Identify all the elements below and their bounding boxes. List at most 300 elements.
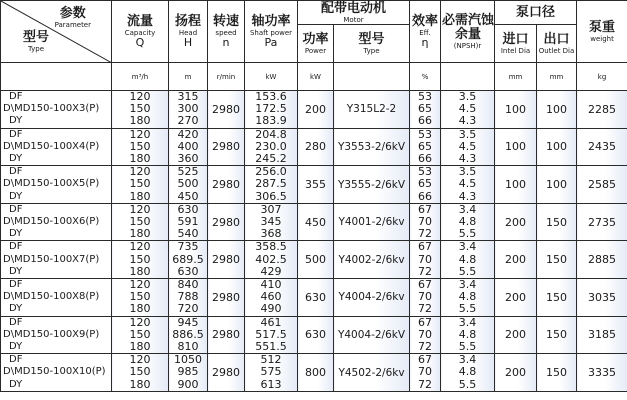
npsh-value: 3.4 [458, 278, 477, 292]
shaft-value: 460 [260, 290, 282, 304]
table-row [1, 203, 627, 241]
npsh-value: 3.5 [458, 128, 477, 141]
type-value: DF [9, 354, 23, 366]
npsh-value: 3.4 [458, 203, 477, 216]
shaft-value: 512 [260, 353, 282, 367]
shaft-label-en: Shaft power [249, 28, 293, 37]
power-label-en: Power [304, 46, 327, 55]
npsh-value: 4.8 [458, 290, 477, 304]
type-value: DY [9, 303, 23, 315]
head-value: 525 [177, 165, 199, 179]
speed-cell: 2980 [208, 203, 245, 241]
shaft-cell [245, 316, 298, 354]
eff-value: 53 [418, 128, 433, 141]
speed-cell: 2980 [208, 316, 245, 354]
speed-cell: 2980 [208, 279, 245, 317]
inlet-cell: 200 [495, 241, 537, 279]
npsh-value: 5.5 [458, 227, 477, 241]
head-value: 400 [177, 139, 199, 153]
unit-npsh [441, 63, 495, 91]
head-value: 270 [177, 114, 199, 128]
npsh-value: 4.8 [458, 327, 477, 341]
type-value: DF [9, 203, 23, 215]
unit-speed: r/min [208, 63, 245, 91]
type-value: DY [9, 190, 23, 202]
type-value: D\MD150-100X3(P) [3, 103, 100, 115]
eff-value: 72 [418, 340, 433, 354]
shaft-cell [245, 203, 298, 241]
head-value: 810 [177, 340, 199, 354]
npsh-value: 4.8 [458, 365, 477, 379]
units-type-cell [1, 63, 112, 91]
flow-cell [112, 241, 169, 279]
npsh-cell [441, 354, 495, 392]
eff-value: 72 [418, 264, 433, 278]
speed-cell: 2980 [208, 166, 245, 204]
outlet-cell: 150 [537, 354, 577, 392]
head-value: 840 [177, 278, 199, 292]
shaft-value: 345 [260, 215, 282, 229]
shaft-value: 551.5 [255, 340, 287, 354]
flow-value: 180 [129, 377, 151, 391]
parameter-label: 参数 [59, 6, 86, 21]
flow-value: 120 [129, 90, 151, 103]
flow-value: 180 [129, 340, 151, 354]
eff-label: 效率 [412, 13, 439, 29]
motor-cell: Y4502-2/6kv [334, 354, 410, 392]
eff-cell [410, 354, 441, 392]
eff-value: 67 [418, 316, 433, 329]
eff-value: 67 [418, 240, 433, 254]
eff-value: 70 [418, 327, 433, 341]
eff-value: 65 [418, 177, 433, 191]
type-value: D\MD150-100X6(P) [3, 216, 100, 228]
unit-flow: m³/h [112, 63, 169, 91]
shaft-cell [245, 354, 298, 392]
flow-cell [112, 316, 169, 354]
npsh-cell [441, 203, 495, 241]
type-value: DY [9, 115, 23, 127]
flow-cell [112, 279, 169, 317]
type-label-en: Type [27, 45, 45, 53]
inlet-cell: 200 [495, 203, 537, 241]
head-value: 300 [177, 102, 199, 116]
flow-value: 120 [129, 240, 151, 254]
head-cell [169, 203, 208, 241]
type-label: 型号 [23, 30, 50, 45]
unit-head: m [169, 63, 208, 91]
npsh-cell [441, 241, 495, 279]
motor-type-label: 型号 [358, 31, 385, 47]
shaft-cell [245, 241, 298, 279]
unit-outlet: mm [537, 63, 577, 91]
head-cell [169, 241, 208, 279]
head-value: 886.5 [172, 327, 204, 341]
head-value: 500 [177, 177, 199, 191]
motor-label-en: Motor [343, 15, 364, 24]
npsh-value: 5.5 [458, 264, 477, 278]
eff-value: 53 [418, 90, 433, 103]
weight-cell: 3335 [577, 354, 627, 392]
head-cell [169, 166, 208, 204]
units-row [1, 63, 627, 91]
type-value: D\MD150-100X5(P) [3, 178, 100, 190]
speed-label: 转速 [212, 13, 239, 29]
weight-cell: 2435 [577, 128, 627, 166]
eff-value: 70 [418, 252, 433, 266]
type-cell [1, 203, 112, 241]
inlet-cell: 100 [495, 166, 537, 204]
unit-weight: kg [577, 63, 627, 91]
shaft-cell [245, 166, 298, 204]
head-header [169, 1, 208, 63]
eff-value: 70 [418, 365, 433, 379]
head-value: 945 [177, 316, 199, 329]
eff-symbol: η [421, 35, 429, 49]
flow-value: 180 [129, 302, 151, 316]
eff-value: 66 [418, 114, 433, 128]
flow-value: 180 [129, 114, 151, 128]
unit-eff: % [410, 63, 441, 91]
flow-label: 流量 [126, 13, 153, 29]
weight-label: 泵重 [589, 19, 616, 35]
power-cell: 630 [298, 279, 334, 317]
flow-cell [112, 203, 169, 241]
eff-value: 67 [418, 353, 433, 367]
type-value: D\MD150-100X10(P) [3, 366, 106, 378]
dia-label: 泵口径 [516, 4, 556, 20]
inlet-cell: 200 [495, 354, 537, 392]
head-value: 900 [177, 377, 199, 391]
head-cell [169, 354, 208, 392]
eff-cell [410, 316, 441, 354]
shaft-value: 368 [260, 227, 282, 241]
outlet-cell: 150 [537, 241, 577, 279]
flow-value: 120 [129, 278, 151, 292]
weight-cell: 2735 [577, 203, 627, 241]
type-value: DY [9, 228, 23, 240]
npsh-value: 3.4 [458, 240, 477, 254]
speed-cell: 2980 [208, 91, 245, 129]
table-row [1, 91, 627, 129]
head-label: 扬程 [174, 13, 201, 29]
type-value: DF [9, 91, 23, 102]
motor-cell: Y4004-2/6kv [334, 279, 410, 317]
speed-cell: 2980 [208, 241, 245, 279]
shaft-value: 183.9 [255, 114, 287, 128]
shaft-value: 410 [260, 278, 282, 292]
head-value: 985 [177, 365, 199, 379]
npsh-value: 5.5 [458, 377, 477, 391]
head-value: 360 [177, 152, 199, 166]
flow-cell [112, 166, 169, 204]
flow-value: 120 [129, 203, 151, 216]
inlet-header [495, 25, 537, 63]
type-value: D\MD150-100X8(P) [3, 291, 100, 303]
npsh-label: 必需汽蚀余量 [442, 12, 495, 42]
eff-value: 70 [418, 290, 433, 304]
head-value: 540 [177, 227, 199, 241]
weight-label-en: weight [590, 34, 614, 43]
eff-value: 65 [418, 102, 433, 116]
shaft-value: 402.5 [255, 252, 287, 266]
shaft-value: 358.5 [255, 240, 287, 254]
power-cell: 355 [298, 166, 334, 204]
shaft-value: 613 [260, 377, 282, 391]
flow-value: 120 [129, 165, 151, 179]
table-row [1, 241, 627, 279]
motor-label: 配带电动机 [321, 0, 387, 16]
shaft-value: 287.5 [255, 177, 287, 191]
npsh-value: 4.3 [458, 189, 477, 203]
eff-header [410, 1, 441, 63]
speed-header [208, 1, 245, 63]
npsh-value: 4.8 [458, 252, 477, 266]
type-value: DY [9, 341, 23, 353]
speed-cell: 2980 [208, 128, 245, 166]
flow-value: 150 [129, 290, 151, 304]
head-value: 630 [177, 203, 199, 216]
eff-value: 72 [418, 227, 433, 241]
flow-value: 180 [129, 264, 151, 278]
npsh-cell [441, 166, 495, 204]
table-row [1, 166, 627, 204]
npsh-cell [441, 128, 495, 166]
npsh-value: 4.5 [458, 139, 477, 153]
eff-value: 65 [418, 139, 433, 153]
shaft-cell [245, 279, 298, 317]
outlet-header [537, 25, 577, 63]
shaft-symbol: Pa [264, 35, 278, 49]
type-value: D\MD150-100X7(P) [3, 253, 100, 265]
shaft-value: 204.8 [255, 128, 287, 141]
motor-header [298, 1, 410, 25]
npsh-cell [441, 316, 495, 354]
eff-value: 67 [418, 278, 433, 292]
unit-inlet: mm [495, 63, 537, 91]
npsh-value: 4.8 [458, 215, 477, 229]
head-cell [169, 279, 208, 317]
type-value: DF [9, 241, 23, 253]
shaft-value: 575 [260, 365, 282, 379]
power-cell: 200 [298, 91, 334, 129]
flow-value: 150 [129, 102, 151, 116]
power-label: 功率 [302, 31, 329, 47]
npsh-value: 5.5 [458, 340, 477, 354]
flow-value: 120 [129, 353, 151, 367]
inlet-cell: 200 [495, 316, 537, 354]
npsh-label-en: (NPSH)r [453, 41, 482, 50]
speed-cell: 2980 [208, 354, 245, 392]
type-cell [1, 279, 112, 317]
head-symbol: H [183, 35, 193, 49]
type-value: DF [9, 316, 23, 328]
type-cell [1, 128, 112, 166]
eff-cell [410, 203, 441, 241]
unit-power: kW [298, 63, 334, 91]
flow-value: 180 [129, 227, 151, 241]
head-value: 735 [177, 240, 199, 254]
eff-cell [410, 166, 441, 204]
weight-header [577, 1, 627, 63]
outlet-cell: 100 [537, 166, 577, 204]
flow-label-en: Capacity [124, 28, 156, 37]
flow-value: 150 [129, 327, 151, 341]
speed-label-en: speed [215, 28, 237, 37]
flow-value: 150 [129, 252, 151, 266]
motor-cell: Y4002-2/6kv [334, 241, 410, 279]
npsh-value: 3.5 [458, 165, 477, 179]
shaft-value: 153.6 [255, 90, 287, 103]
shaft-value: 256.0 [255, 165, 287, 179]
eff-value: 66 [418, 189, 433, 203]
outlet-cell: 100 [537, 91, 577, 129]
head-cell [169, 316, 208, 354]
head-value: 1050 [174, 353, 202, 367]
eff-value: 70 [418, 215, 433, 229]
head-value: 591 [177, 215, 199, 229]
flow-value: 120 [129, 316, 151, 329]
flow-value: 150 [129, 215, 151, 229]
shaft-value: 307 [260, 203, 282, 216]
motor-cell: Y315L2-2 [334, 91, 410, 129]
motor-type-label-en: Type [363, 46, 380, 55]
head-value: 450 [177, 189, 199, 203]
table-row [1, 354, 627, 392]
power-cell: 800 [298, 354, 334, 392]
type-value: DY [9, 153, 23, 165]
speed-symbol: n [222, 35, 230, 49]
inlet-cell: 200 [495, 279, 537, 317]
eff-cell [410, 91, 441, 129]
shaft-value: 172.5 [255, 102, 287, 116]
shaft-value: 517.5 [255, 327, 287, 341]
dia-header [495, 1, 577, 25]
npsh-value: 4.5 [458, 102, 477, 116]
flow-symbol: Q [135, 35, 145, 49]
head-value: 420 [177, 128, 199, 141]
head-value: 689.5 [172, 252, 204, 266]
motor-cell: Y4004-2/6kV [334, 316, 410, 354]
outlet-cell: 150 [537, 316, 577, 354]
flow-value: 150 [129, 139, 151, 153]
outlet-cell: 150 [537, 279, 577, 317]
npsh-value: 3.4 [458, 316, 477, 329]
type-value: DF [9, 279, 23, 291]
type-cell [1, 91, 112, 129]
outlet-cell: 150 [537, 203, 577, 241]
eff-value: 72 [418, 302, 433, 316]
inlet-label-en: Intel Dia [500, 46, 531, 55]
type-value: D\MD150-100X4(P) [3, 140, 100, 152]
head-value: 720 [177, 302, 199, 316]
power-cell: 630 [298, 316, 334, 354]
type-value: DY [9, 378, 23, 390]
npsh-cell [441, 279, 495, 317]
inlet-label: 进口 [502, 31, 529, 47]
weight-cell: 3035 [577, 279, 627, 317]
head-value: 630 [177, 264, 199, 278]
weight-cell: 3185 [577, 316, 627, 354]
weight-cell: 2885 [577, 241, 627, 279]
eff-cell [410, 128, 441, 166]
npsh-value: 4.3 [458, 152, 477, 166]
eff-cell [410, 279, 441, 317]
npsh-header [441, 1, 495, 63]
type-value: DF [9, 166, 23, 178]
head-cell [169, 128, 208, 166]
flow-header [112, 1, 169, 63]
weight-cell: 2585 [577, 166, 627, 204]
flow-cell [112, 354, 169, 392]
type-cell [1, 316, 112, 354]
shaft-label: 轴功率 [251, 13, 291, 29]
eff-value: 72 [418, 377, 433, 391]
power-cell: 280 [298, 128, 334, 166]
npsh-value: 3.5 [458, 90, 477, 103]
weight-cell: 2285 [577, 91, 627, 129]
eff-label-en: Eff. [419, 28, 431, 37]
eff-cell [410, 241, 441, 279]
motor-type-header [334, 25, 410, 63]
npsh-value: 5.5 [458, 302, 477, 316]
parameter-label-en: Parameter [54, 21, 91, 29]
shaft-value: 461 [260, 316, 282, 329]
power-header [298, 25, 334, 63]
type-value: DF [9, 128, 23, 140]
power-cell: 450 [298, 203, 334, 241]
npsh-value: 4.3 [458, 114, 477, 128]
motor-cell: Y4001-2/6kv [334, 203, 410, 241]
type-cell [1, 241, 112, 279]
eff-value: 66 [418, 152, 433, 166]
npsh-cell [441, 91, 495, 129]
type-value: DY [9, 265, 23, 277]
inlet-cell: 100 [495, 128, 537, 166]
table-row [1, 279, 627, 317]
shaft-value: 429 [260, 264, 282, 278]
flow-value: 180 [129, 189, 151, 203]
shaft-value: 306.5 [255, 189, 287, 203]
head-cell [169, 91, 208, 129]
shaft-cell [245, 91, 298, 129]
motor-cell: Y3555-2/6kV [334, 166, 410, 204]
head-value: 315 [177, 90, 199, 103]
unit-shaft: kW [245, 63, 298, 91]
head-label-en: Head [178, 28, 198, 37]
flow-value: 150 [129, 177, 151, 191]
outlet-cell: 100 [537, 128, 577, 166]
type-value: D\MD150-100X9(P) [3, 328, 100, 340]
outlet-label: 出口 [543, 31, 570, 47]
shaft-value: 490 [260, 302, 282, 316]
table-row [1, 316, 627, 354]
shaft-cell [245, 128, 298, 166]
shaft-value: 245.2 [255, 152, 287, 166]
type-cell [1, 354, 112, 392]
head-value: 788 [177, 290, 199, 304]
npsh-value: 4.5 [458, 177, 477, 191]
outlet-label-en: Outlet Dia [538, 46, 575, 55]
table-row [1, 128, 627, 166]
flow-value: 180 [129, 152, 151, 166]
unit-motor-type [334, 63, 410, 91]
motor-cell: Y3553-2/6kV [334, 128, 410, 166]
flow-cell [112, 128, 169, 166]
inlet-cell: 100 [495, 91, 537, 129]
shaft-header [245, 1, 298, 63]
type-header-cell [1, 1, 112, 63]
